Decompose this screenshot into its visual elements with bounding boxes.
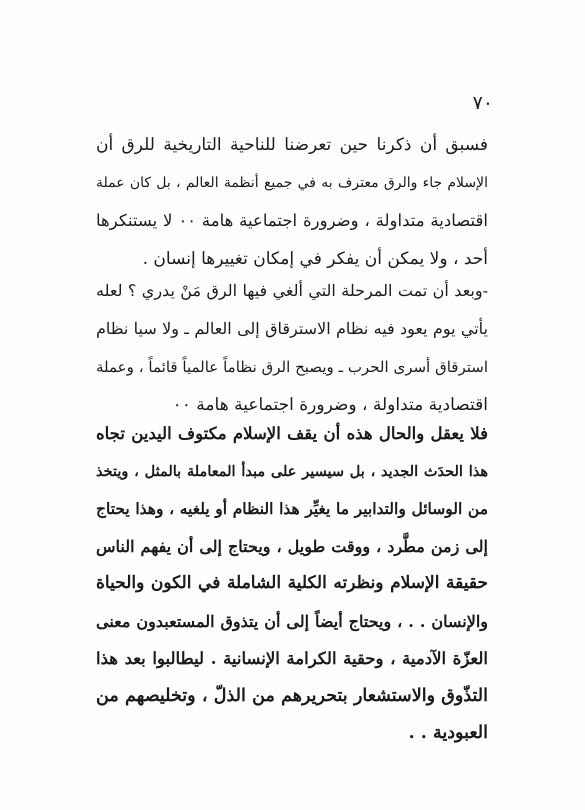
text-line: من الوسائل والتدابير ما يغيِّر هذا النظام أو يلغيه ، وهذا يحتاج (96, 499, 488, 518)
text-line: فسبق أن ذكرنا حين تعرضنا للناحية التاريخية للرق أن (96, 135, 488, 155)
text-line: أحد ، ولا يمكن أن يفكر في إمكان تغييرها إنسان . (142, 249, 488, 269)
text-line: اقتصادية متداولة ، وضرورة اجتماعية هامة ٠٠ لا يستنكرها (96, 211, 488, 230)
paragraph-3 (96, 415, 488, 753)
text-line: فلا يعقل والحال هذه أن يقف الإسلام مكتوف اليدين تجاه (96, 424, 488, 443)
text-line: هذا الحدَث الجديد ، بل سيسير على مبدأ المعاملة بالمثل ، ويتخذ (96, 462, 488, 480)
text-line: يأتي يوم يعود فيه نظام الاسترقاق إلى العالم ـ ولا سيا نظام (96, 319, 488, 338)
paragraph-2 (96, 272, 488, 424)
text-line: التذّوق والاستشعار بتحريرهم من الذلّ ، وتخليصهم من (96, 685, 488, 706)
paragraph-1 (96, 126, 488, 278)
text-line: العزّة الآدمية ، وحقية الكرامة الإنسانية . ليطالبوا بعد هذا (96, 649, 488, 668)
text-line: اقتصادية متداولة ، وضرورة اجتماعية هامة ٠٠ (172, 395, 488, 415)
text-line: الإسلام جاء والرق معترف به في جميع أنظمة العالم ، بل كان عملة (96, 175, 488, 191)
text-line: استرقاق أسرى الحرب ـ ويصبح الرق نظاماً عالمياً قائماً ، وعملة (96, 358, 488, 376)
text-line: العبودية . . (408, 723, 488, 743)
page-number: ٧٠ (472, 92, 493, 114)
text-line: والإنسان . . ، ويحتاج أيضاً إلى أن يتذوق المستعبدون معنى (96, 611, 488, 631)
text-line: حقيقة الإسلام ونظرته الكلية الشاملة في الكون والحياة (96, 573, 488, 593)
text-line: إلى زمن مطَّرد ، ووقت طويل ، ويحتاج إلى أن يفهم الناس (96, 536, 488, 556)
text-line: -وبعد أن تمت المرحلة التي ألغي فيها الرق مَنْ يدري ؟ لعله (96, 281, 488, 300)
